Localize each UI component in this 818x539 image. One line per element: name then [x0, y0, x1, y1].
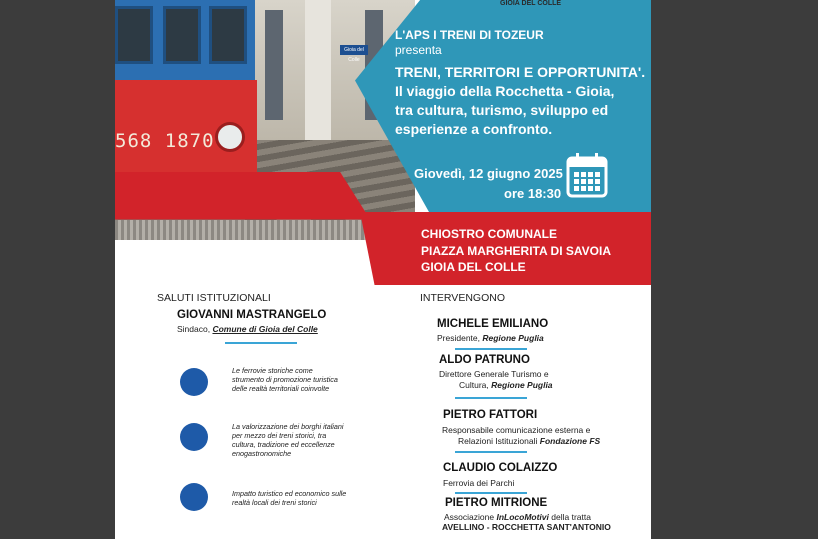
presenter: L'APS I TRENI DI TOZEUR — [395, 28, 544, 42]
speaker-org: Regione Puglia — [482, 333, 544, 343]
host-name: GIOVANNI MASTRANGELO — [177, 309, 327, 321]
station-pillar — [305, 0, 331, 150]
topic-line: strumento di promozione turistica — [232, 375, 338, 384]
speaker-name: ALDO PATRUNO — [439, 354, 530, 366]
speaker-role — [437, 333, 544, 343]
train-window — [115, 6, 153, 64]
speaker-role-text: Presidente, — [437, 333, 480, 343]
topic-bullet — [180, 423, 208, 451]
topic-text — [232, 366, 362, 393]
speaker-name: PIETRO MITRIONE — [445, 497, 548, 509]
speaker-role-text: AVELLINO - ROCCHETTA SANT'ANTONIO — [442, 522, 611, 532]
separator — [455, 492, 527, 494]
title-line: TRENI, TERRITORI E OPPORTUNITA'. — [395, 64, 646, 80]
event-title — [395, 63, 647, 139]
topic-line: per mezzo dei treni storici, tra — [232, 431, 327, 440]
speaker-role-text: della tratta — [551, 512, 591, 522]
host-role-prefix: Sindaco, — [177, 324, 211, 334]
host-role — [177, 324, 318, 334]
train-headlamp — [215, 122, 245, 152]
section-intervengono: INTERVENGONO — [420, 292, 505, 304]
speaker-role-text: Cultura, — [459, 380, 489, 390]
topic-line: cultura, tradizione ed eccellenze — [232, 440, 335, 449]
venue-line: PIAZZA MARGHERITA DI SAVOIA — [421, 244, 611, 258]
event-poster — [115, 0, 651, 539]
event-time: ore 18:30 — [504, 186, 562, 201]
title-line: Il viaggio della Rocchetta - Gioia, — [395, 83, 615, 99]
station-sign: Gioia del Colle — [340, 45, 368, 55]
topic-text — [232, 422, 362, 458]
speaker-org: Regione Puglia — [491, 380, 553, 390]
speaker-role — [439, 369, 553, 391]
separator — [225, 342, 297, 344]
speaker-name: PIETRO FATTORI — [443, 409, 538, 421]
topic-bullet — [180, 368, 208, 396]
venue-line: GIOIA DEL COLLE — [421, 260, 526, 274]
topic-text — [232, 489, 362, 507]
speaker-name: MICHELE EMILIANO — [437, 318, 549, 330]
topic-line: La valorizzazione dei borghi italiani — [232, 422, 344, 431]
train-window — [163, 6, 201, 64]
topic-line: Le ferrovie storiche come — [232, 366, 313, 375]
speaker-name: CLAUDIO COLAIZZO — [443, 462, 558, 474]
top-label: GIOIA DEL COLLE — [500, 0, 562, 7]
speaker-org: Fondazione FS — [539, 436, 601, 446]
separator — [455, 451, 527, 453]
topic-line: realtà locali dei treni storici — [232, 498, 317, 507]
station-window — [265, 10, 283, 120]
title-line: tra cultura, turismo, sviluppo ed — [395, 102, 609, 118]
speaker-role: Ferrovia dei Parchi — [443, 478, 515, 488]
separator — [455, 397, 527, 399]
train-number: 568 1870 — [115, 130, 215, 152]
venue-line: CHIOSTRO COMUNALE — [421, 227, 557, 241]
topic-line: Impatto turistico ed economico sulle — [232, 489, 347, 498]
speaker-org: InLocoMotivi — [496, 512, 549, 522]
title-line: esperienze a confronto. — [395, 121, 553, 137]
speaker-role-text: Associazione — [444, 512, 495, 522]
topic-bullet — [180, 483, 208, 511]
topic-line: delle realtà territoriali coinvolte — [232, 384, 330, 393]
train-window — [209, 6, 247, 64]
event-date: Giovedì, 12 giugno 2025 — [414, 166, 563, 181]
speaker-role — [442, 425, 600, 447]
speaker-role-text: Responsabile comunicazione esterna e — [442, 425, 591, 435]
section-saluti: SALUTI ISTITUZIONALI — [157, 292, 271, 304]
calendar-icon — [566, 152, 608, 200]
speaker-role-text: Relazioni Istituzionali — [458, 436, 538, 446]
speaker-role — [442, 512, 611, 532]
speaker-role-text: Direttore Generale Turismo e — [439, 369, 549, 379]
presenta-text: presenta — [395, 43, 442, 57]
topic-line: enogastronomiche — [232, 449, 292, 458]
separator — [455, 348, 527, 350]
host-role-org: Comune di Gioia del Colle — [212, 324, 318, 334]
